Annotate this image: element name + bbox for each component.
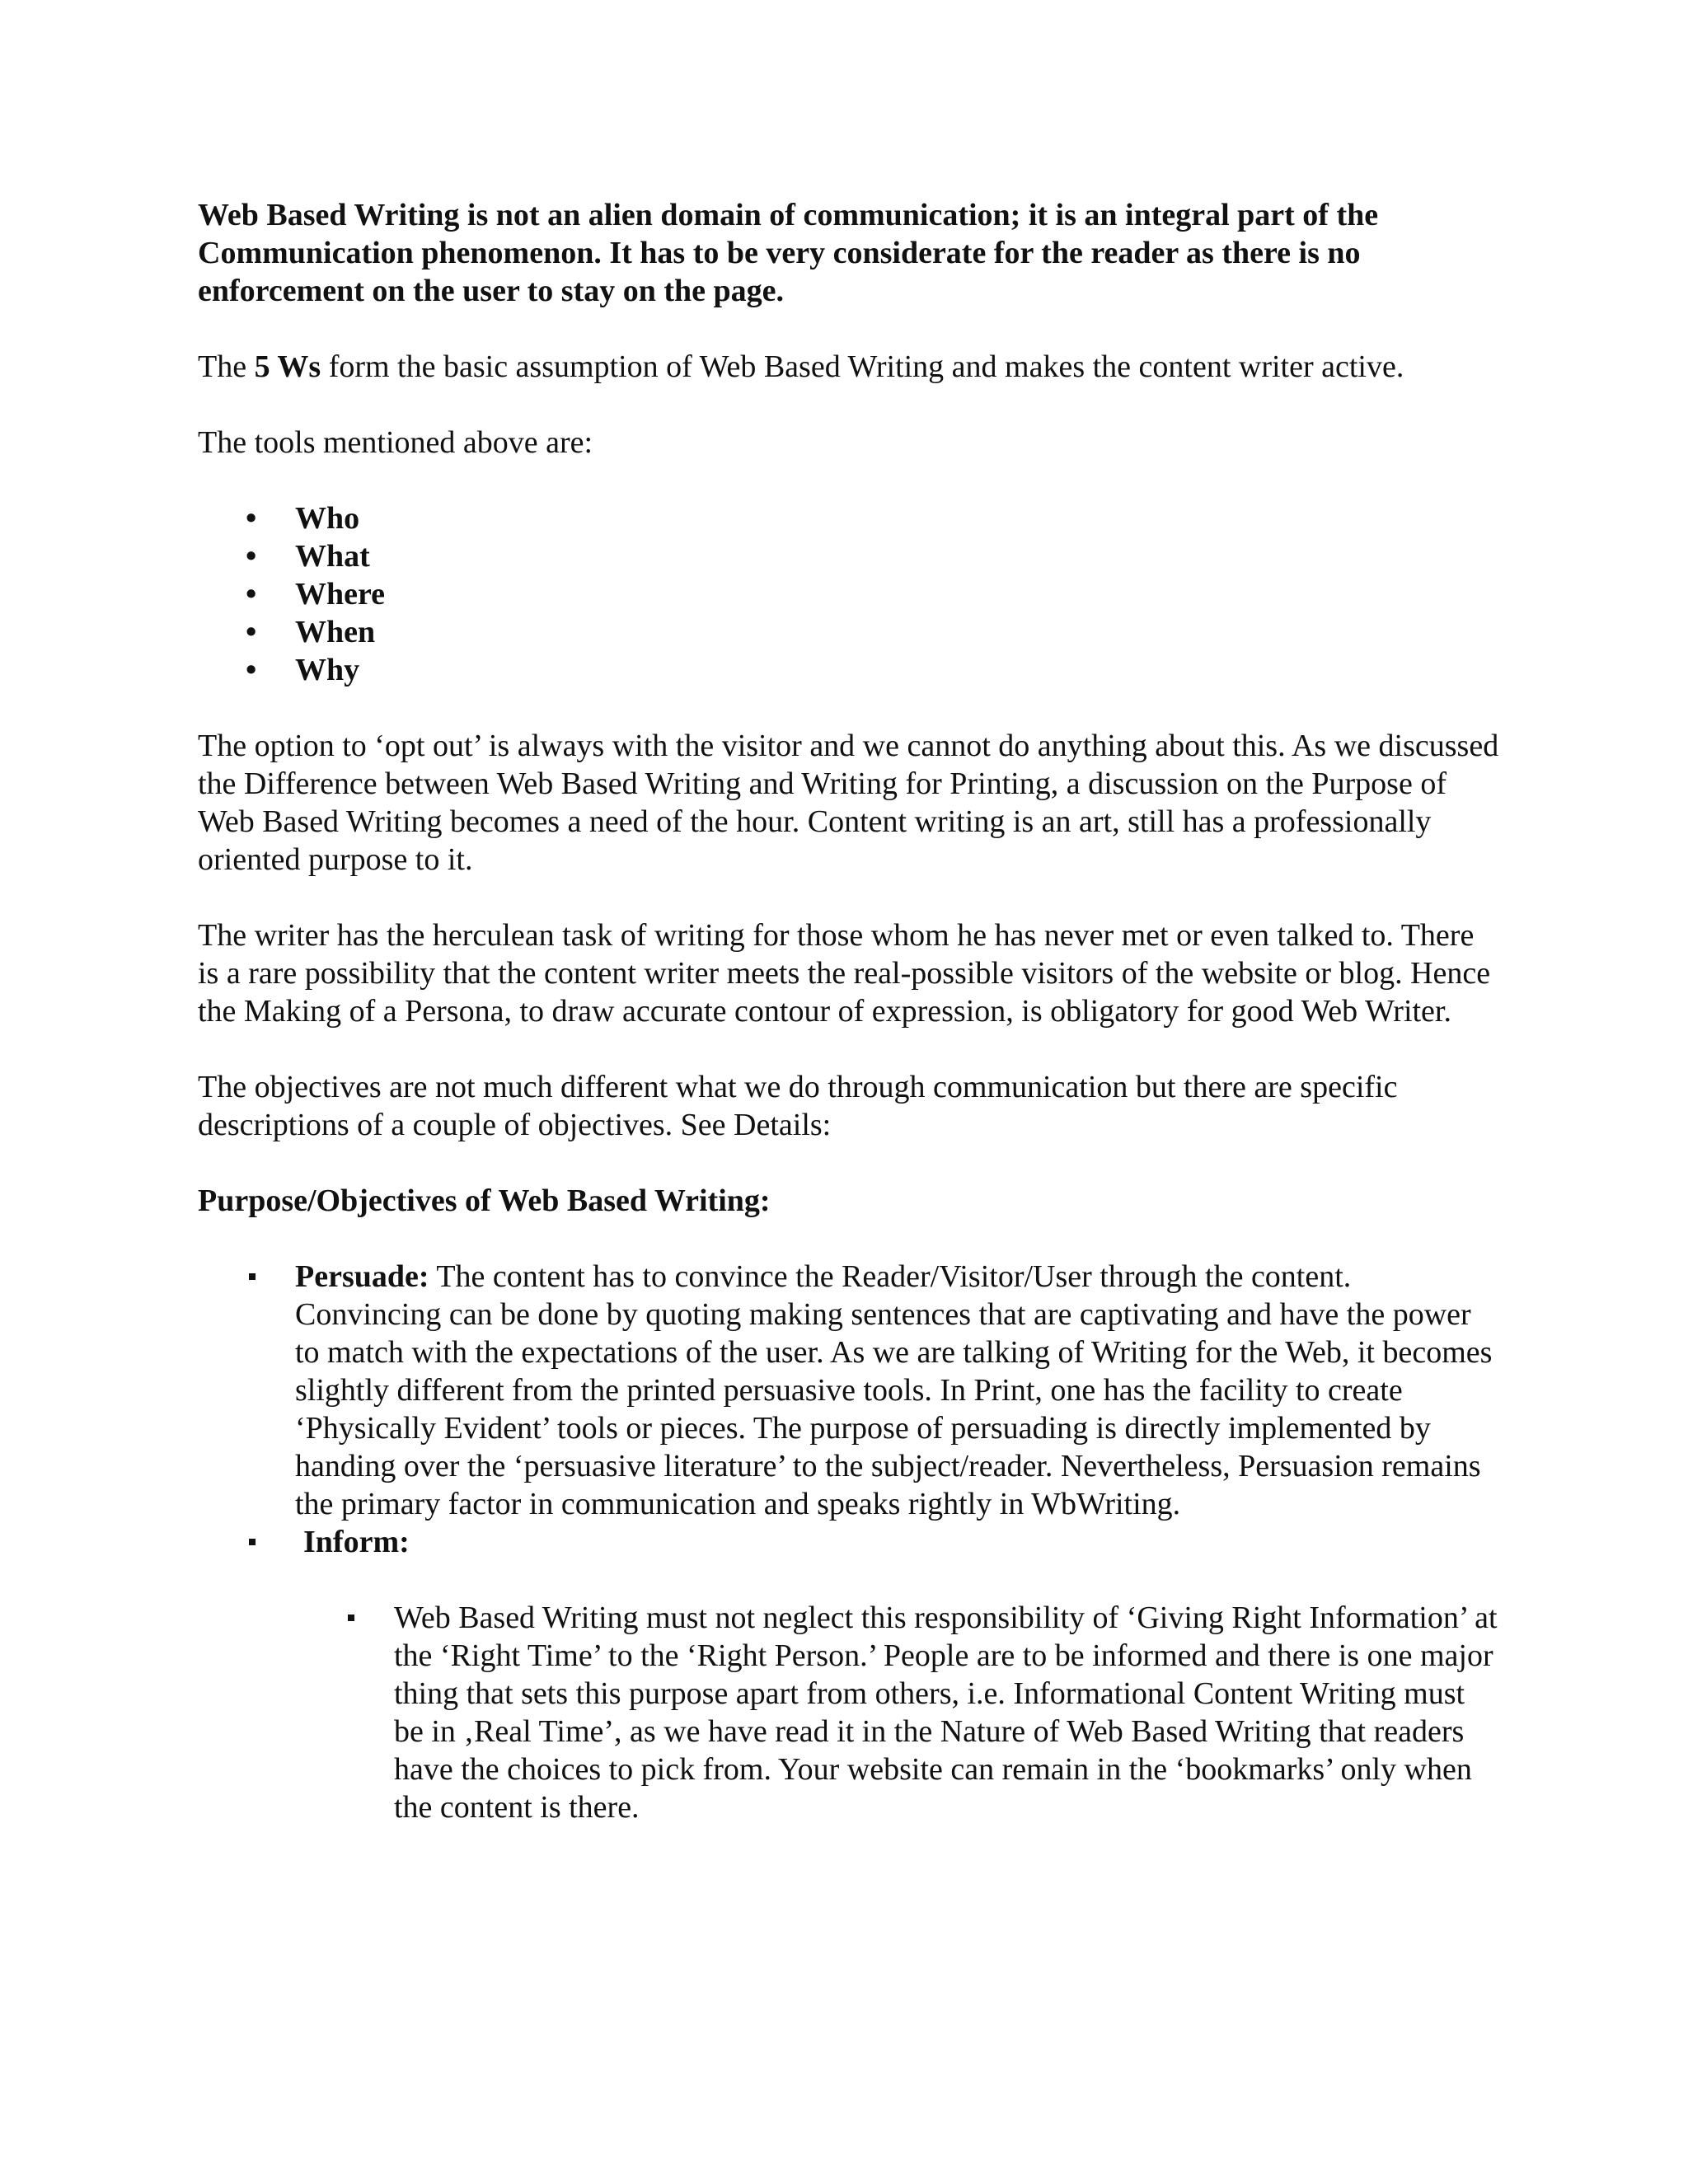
tool-label: Where bbox=[295, 577, 386, 612]
tools-intro: The tools mentioned above are: bbox=[198, 425, 593, 460]
five-ws-bold: 5 Ws bbox=[254, 349, 321, 384]
list-item-persuade bbox=[198, 1258, 1500, 1523]
list-item bbox=[198, 651, 1500, 689]
tool-label: What bbox=[295, 539, 370, 574]
square-bullet-icon bbox=[249, 1539, 256, 1545]
tool-label: Who bbox=[295, 501, 360, 536]
five-ws-paragraph bbox=[198, 348, 1500, 386]
list-item bbox=[198, 537, 1500, 575]
writer-paragraph: The writer has the herculean task of writing for those whom he has never met or even talked to. There is a rare possibility that the content writer meets the real-possible visitors of the website or blog. Hence the Making of a Persona, to draw accurate contour of expression, is obligatory for good Web Writer. bbox=[198, 918, 1491, 1029]
bullet-icon: • bbox=[246, 577, 257, 612]
inform-sublist bbox=[295, 1599, 1500, 1826]
list-item-inform-detail bbox=[198, 1599, 1500, 1826]
tool-label: Why bbox=[295, 653, 360, 687]
bullet-icon: • bbox=[246, 539, 257, 574]
bullet-icon: • bbox=[246, 653, 257, 687]
opt-out-paragraph: The option to ‘opt out’ is always with the visitor and we cannot do anything about this. As we discussed the Difference between Web Based Writing and Writing for Printing, a discussion on the Purpose of Web Based Writing becomes a need of the hour. Content writing is an art, still has a professionally oriented purpose to it. bbox=[198, 729, 1499, 877]
tool-label: When bbox=[295, 615, 376, 649]
bullet-icon: • bbox=[246, 615, 257, 649]
bullet-icon: • bbox=[246, 501, 257, 536]
five-ws-prefix: The bbox=[198, 349, 255, 384]
list-item bbox=[198, 613, 1500, 651]
inform-label: Inform: bbox=[303, 1525, 410, 1559]
five-ws-suffix: form the basic assumption of Web Based Writing and makes the content writer active. bbox=[321, 349, 1404, 384]
list-item bbox=[198, 499, 1500, 537]
objectives-paragraph: The objectives are not much different what we do through communication but there are specific descriptions of a couple of objectives. See Details: bbox=[198, 1070, 1398, 1142]
persuade-label: Persuade: bbox=[295, 1259, 429, 1294]
list-item-inform bbox=[198, 1523, 1500, 1826]
inform-text: Web Based Writing must not neglect this responsibility of ‘Giving Right Information’ at the ‘Right Time’ to the ‘Right Person.’ People are to be informed and there is one major thing that sets this purpose apart from others, i.e. Informational Content Writing must be in ‚Real Time’, as we have read it in the Nature of Web Based Writing that readers have the choices to pick from. Your website can remain in the ‘bookmarks’ only when the content is there. bbox=[394, 1601, 1498, 1825]
intro-paragraph: Web Based Writing is not an alien domain of communication; it is an integral part of the Communication phenomenon. It has to be very considerate for the reader as there is no enforcement on the user to stay on the page. bbox=[198, 198, 1379, 308]
square-bullet-icon bbox=[249, 1273, 256, 1280]
purpose-heading: Purpose/Objectives of Web Based Writing: bbox=[198, 1183, 771, 1218]
purpose-list bbox=[198, 1258, 1500, 1826]
persuade-text: The content has to convince the Reader/Visitor/User through the content. Convincing can be done by quoting making sentences that are captivating and have the power to match with the expectations of the user. As we are talking of Writing for the Web, it becomes slightly different from the printed persuasive tools. In Print, one has the facility to create ‘Physically Evident’ tools or pieces. The purpose of persuading is directly implemented by handing over the ‘persuasive literature’ to the subject/reader. Nevertheless, Persuasion remains the primary factor in communication and speaks rightly in WbWriting. bbox=[295, 1259, 1493, 1521]
square-bullet-icon bbox=[348, 1615, 354, 1621]
list-item bbox=[198, 575, 1500, 613]
document-body bbox=[198, 196, 1500, 1864]
tools-list bbox=[198, 499, 1500, 689]
